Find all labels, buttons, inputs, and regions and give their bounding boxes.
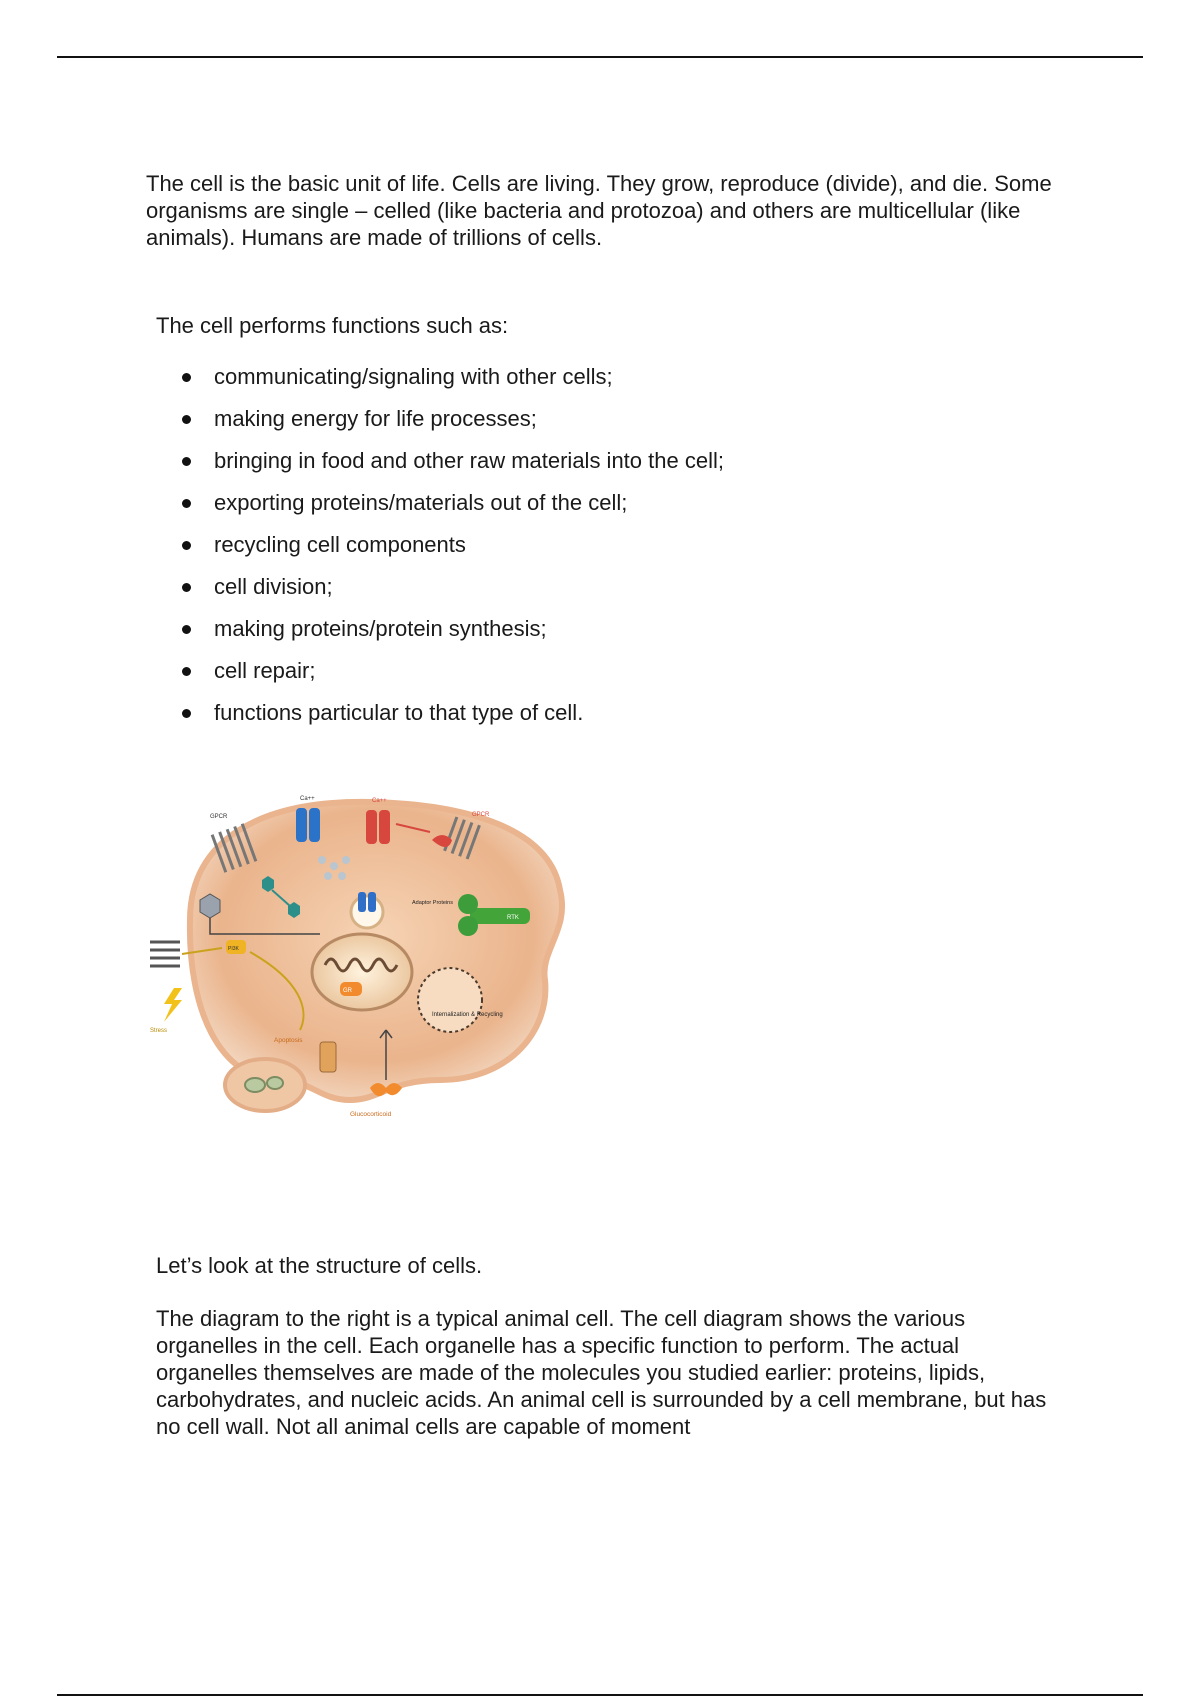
- list-item: cell repair;: [156, 658, 724, 700]
- ion-dot: [318, 856, 326, 864]
- red-channel-label: Ca++: [372, 798, 387, 804]
- gpcr-right-label: GPCR: [472, 812, 490, 818]
- top-rule: [57, 56, 1143, 58]
- bullet-icon: [182, 415, 191, 424]
- adaptor-label: Adaptor Proteins: [412, 900, 453, 906]
- lightning-icon: [164, 988, 182, 1022]
- bullet-icon: [182, 583, 191, 592]
- list-item: making energy for life processes;: [156, 406, 724, 448]
- vesicle-icon: [351, 896, 383, 928]
- functions-list: [156, 364, 724, 742]
- cell-signaling-diagram: [150, 780, 610, 1140]
- endosome-icon: [418, 968, 482, 1032]
- adaptor-protein-icon: [458, 894, 478, 914]
- internalization-label: Internalization & Recycling: [432, 1012, 503, 1018]
- bullet-icon: [182, 457, 191, 466]
- ca-channel-internal-icon: [368, 892, 376, 912]
- list-item: communicating/signaling with other cells;: [156, 364, 724, 406]
- rtk-label: RTK: [507, 915, 519, 921]
- bullet-icon: [182, 373, 191, 382]
- structure-paragraph: The diagram to the right is a typical animal cell. The cell diagram shows the various organelles in the cell. Each organelle has a specific function to perform. The actual organelles themselves are made of the molecules you studied earlier: proteins, lipids, carbohydrates, and nucleic acids. An animal cell is surrounded by a cell membrane, but has no cell wall. Not all animal cells are capable of moment: [156, 1306, 1047, 1439]
- calcium-channel-icon: [296, 808, 307, 842]
- list-item: making proteins/protein synthesis;: [156, 616, 724, 658]
- ca-channel-label: Ca++: [300, 796, 315, 802]
- list-item: functions particular to that type of cell.: [156, 700, 724, 742]
- red-channel-icon: [379, 810, 390, 844]
- membrane-channel-icon: [320, 1042, 336, 1072]
- structure-lead: Let’s look at the structure of cells.: [156, 1253, 483, 1278]
- intro-paragraph: The cell is the basic unit of life. Cells are living. They grow, reproduce (divide), and die. Some organisms are single – celled (like bacteria and protozoa) and others are multicellular (like animals). Humans are made of trillions of cells.: [146, 171, 1052, 250]
- gpcr-left-label: GPCR: [210, 814, 228, 820]
- ca-channel-internal-icon: [358, 892, 366, 912]
- rtk-receptor-icon: [470, 908, 530, 924]
- bottom-rule: [57, 1694, 1143, 1696]
- ion-dot: [338, 872, 346, 880]
- adaptor-protein-icon: [458, 916, 478, 936]
- bullet-icon: [182, 709, 191, 718]
- list-item: recycling cell components: [156, 532, 724, 574]
- red-channel-icon: [366, 810, 377, 844]
- list-item: exporting proteins/materials out of the cell;: [156, 490, 724, 532]
- ion-dot: [342, 856, 350, 864]
- calcium-channel-icon: [309, 808, 320, 842]
- pi3k-label: PI3K: [228, 946, 239, 952]
- gr-label: GR: [343, 988, 352, 994]
- list-item: bringing in food and other raw materials into the cell;: [156, 448, 724, 490]
- stress-receptor-icon: [150, 942, 180, 966]
- bullet-icon: [182, 499, 191, 508]
- mitochondrion-icon: [245, 1078, 265, 1092]
- ion-dot: [324, 872, 332, 880]
- bullet-icon: [182, 625, 191, 634]
- mitochondrion-icon: [267, 1077, 283, 1089]
- functions-lead: The cell performs functions such as:: [156, 313, 509, 338]
- nucleus: [312, 934, 412, 1010]
- bullet-icon: [182, 667, 191, 676]
- stress-label: Stress: [150, 1028, 168, 1034]
- glucocorticoid-label: Glucocorticoid: [350, 1111, 392, 1118]
- bullet-icon: [182, 541, 191, 550]
- apoptosis-label: Apoptosis: [274, 1037, 303, 1044]
- ion-dot: [330, 862, 338, 870]
- list-item: cell division;: [156, 574, 724, 616]
